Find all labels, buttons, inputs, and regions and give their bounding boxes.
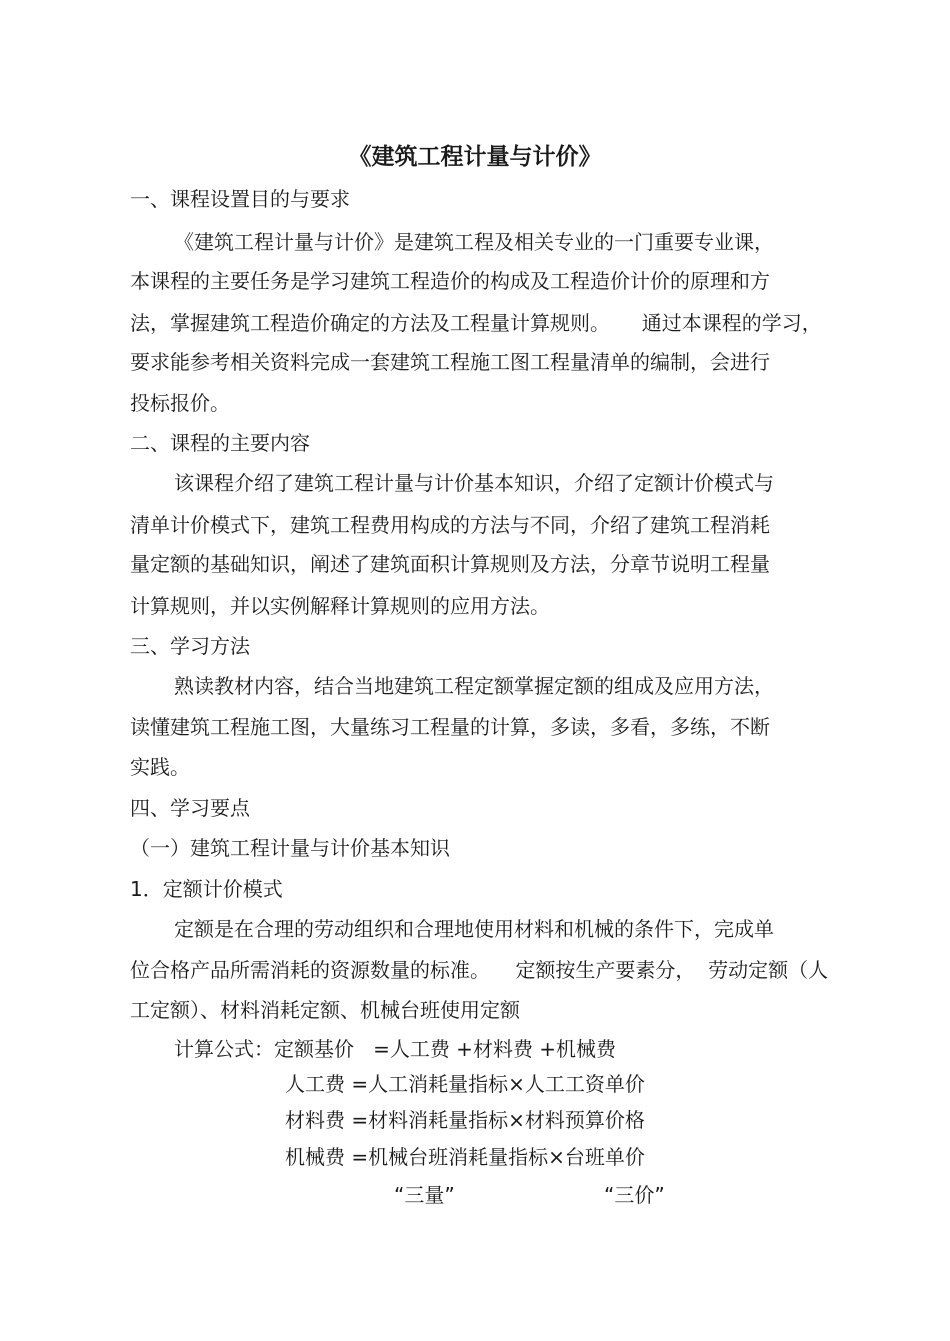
paragraph-line: 本课程的主要任务是学习建筑工程造价的构成及工程造价计价的原理和方 [130, 269, 770, 293]
section-heading-key-points: 四、学习要点 [130, 796, 250, 820]
subsection-heading: （一）建筑工程计量与计价基本知识 [130, 836, 450, 860]
paragraph-line: 工定额）、材料消耗定额、机械台班使用定额 [130, 998, 520, 1022]
paragraph-line: 法，掌握建筑工程造价确定的方法及工程量计算规则。 通过本课程的学习， [130, 311, 822, 335]
paragraph-line: 《建筑工程计量与计价》是建筑工程及相关专业的一门重要专业课， [174, 230, 774, 254]
paragraph-line: 清单计价模式下，建筑工程费用构成的方法与不同，介绍了建筑工程消耗 [130, 513, 770, 537]
label-three-quantities: “三量” [394, 1183, 455, 1207]
formula-main: 计算公式：定额基价 =人工费 +材料费 +机械费 [174, 1037, 617, 1061]
paragraph-line: 位合格产品所需消耗的资源数量的标准。 定额按生产要素分， 劳动定额（人 [130, 958, 829, 982]
section-heading-methods: 三、学习方法 [130, 634, 250, 658]
formula-labor: 人工费 =人工消耗量指标×人工工资单价 [285, 1072, 645, 1096]
paragraph-line: 定额是在合理的劳动组织和合理地使用材料和机械的条件下，完成单 [174, 917, 774, 941]
section-heading-content: 二、课程的主要内容 [130, 431, 310, 455]
paragraph-line: 投标报价。 [130, 391, 230, 415]
paragraph-line: 熟读教材内容，结合当地建筑工程定额掌握定额的组成及应用方法， [174, 674, 774, 698]
label-three-prices: “三价” [604, 1183, 665, 1207]
paragraph-line: 要求能参考相关资料完成一套建筑工程施工图工程量清单的编制，会进行 [130, 350, 770, 374]
item-heading: 1．定额计价模式 [130, 877, 283, 901]
paragraph-line: 量定额的基础知识，阐述了建筑面积计算规则及方法，分章节说明工程量 [130, 552, 770, 576]
document-title: 《建筑工程计量与计价》 [348, 144, 602, 170]
paragraph-line: 该课程介绍了建筑工程计量与计价基本知识，介绍了定额计价模式与 [174, 471, 774, 495]
section-heading-objectives: 一、课程设置目的与要求 [130, 187, 350, 211]
formula-material: 材料费 =材料消耗量指标×材料预算价格 [285, 1108, 645, 1132]
formula-machine: 机械费 =机械台班消耗量指标×台班单价 [285, 1145, 645, 1169]
paragraph-line: 计算规则，并以实例解释计算规则的应用方法。 [130, 594, 550, 618]
paragraph-line: 实践。 [130, 755, 190, 779]
paragraph-line: 读懂建筑工程施工图，大量练习工程量的计算，多读，多看，多练，不断 [130, 715, 770, 739]
